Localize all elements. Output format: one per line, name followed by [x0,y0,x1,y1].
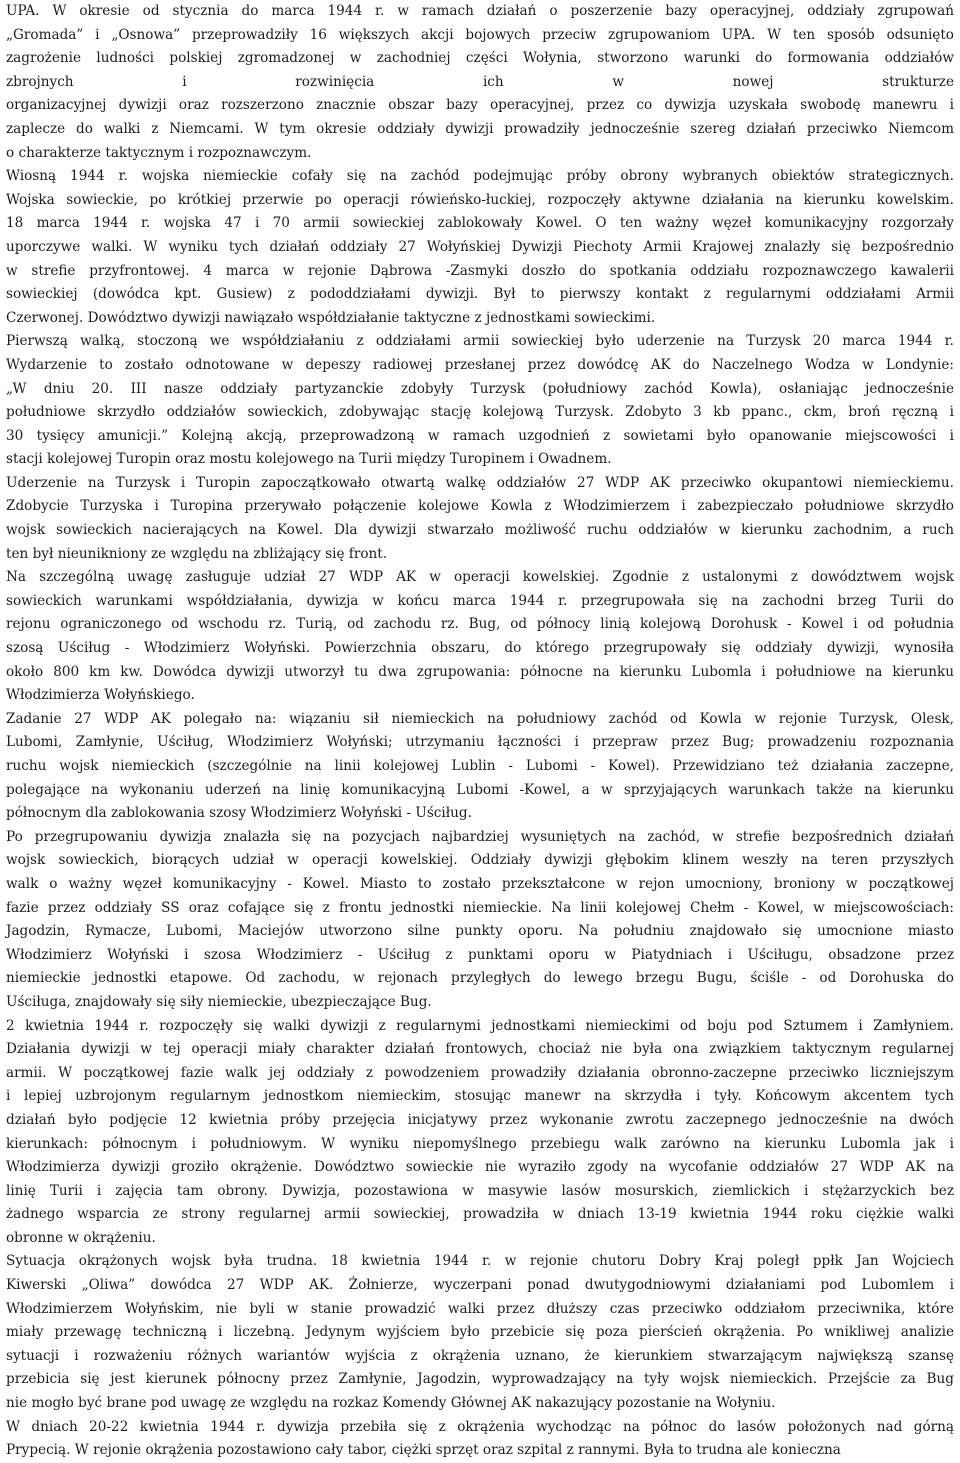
text-line: organizacyjnej dywizji oraz rozszerzono znacznie obszar bazy operacyjnej, przez co dywizja uzyskała swobodę manewru i [6,97,954,114]
text-line: obronne w okrążeniu. [6,1229,156,1246]
text-line: armii. W początkowej fazie walk jej oddziały z powodzeniem prowadziły działania obronno-zaczepne przeciwko liczniejszym [6,1064,954,1081]
text-line: Włodzimierzem Wołyńskim, nie byli w stanie prowadzić walki przez dłuższy czas przeciwko oddziałom przeciwnika, które [6,1300,954,1317]
text-line: linię Turii i zajęcia tam obrony. Dywizja, pozostawiona w masywie lasów mosurskich, ziemlickich i stężarzyckich bez [6,1182,954,1199]
text-line: sowieckiej (dowódca kpt. Gusiew) z pododdziałami dywizji. Był to pierwszy kontakt z regularnymi oddziałami Armii [6,286,954,303]
text-line: o charakterze taktycznym i rozpoznawczym. [6,144,312,161]
text-line: 2 kwietnia 1944 r. rozpoczęły się walki dywizji z regularnymi jednostkami niemieckimi od boju pod Sztumem i Zamłyniem. [6,1017,954,1034]
text-line: fazie przez oddziały SS oraz cofające się z frontu jednostki niemieckie. Na linii kolejowej Chełm - Kowel, w miejscowościach: [6,899,954,916]
text-line: północnym dla zablokowania szosy Włodzimierz Wołyński - Uściług. [6,805,472,822]
paragraph [6,1250,954,1415]
paragraph [6,330,954,472]
text-line: nie mogło być brane pod uwagę ze względu na rozkaz Komendy Głównej AK nakazujący pozostanie na Wołyniu. [6,1395,776,1412]
text-line: Włodzimierza dywizji groziło okrążenie. Dowództwo sowieckie nie wyraziło zgody na wycofanie oddziałów 27 WDP AK na [6,1159,954,1176]
text-line: Pierwszą walką, stoczoną we współdziałaniu z oddziałami armii sowieckiej było uderzenie na Turzysk 20 marca 1944 r. [6,333,954,350]
text-line: Prypecią. W rejonie okrążenia pozostawiono cały tabor, ciężki sprzęt oraz szpital z rannymi. Była to trudna ale konieczna [6,1442,841,1459]
text-line: Po przegrupowaniu dywizja znalazła się na pozycjach najbardziej wysuniętych na zachód, w strefie bezpośrednich działań [6,828,954,845]
text-line: niemieckie jednostki etapowe. Od zachodu, w rejonach przyległych do lewego brzegu Bugu, ściśle - od Dorohuska do [6,970,954,987]
text-line: Czerwonej. Dowództwo dywizji nawiązało współdziałanie taktyczne z jednostkami sowieckimi. [6,309,656,326]
text-line: żadnego wsparcia ze strony regularnej armii sowieckiej, prowadziła w dniach 13-19 kwietnia 1944 roku ciężkie walki [6,1206,954,1223]
paragraph [6,708,954,826]
paragraph [6,826,954,1015]
text-line: walk o ważny węzeł komunikacyjny - Kowel. Miasto to zostało przekształcone w rejon umocniony, broniony w początkowej [6,875,954,892]
text-line: i lepiej uzbrojonym regularnym jednostkom niemieckim, stosując manewr na skrzydła i tyły. Końcowym akcentem tych [6,1088,954,1105]
paragraph [6,1015,954,1251]
text-line: uporczywe walki. W wyniku tych działań oddziały 27 Wołyńskiej Dywizji Piechoty Armii Krajowej znalazły się bezpośrednio [6,238,954,255]
text-line: rejonu ograniczonego od wschodu rz. Turią, od zachodu rz. Bug, od północy linią kolejową Dorohusk - Kowel i od południa [6,616,954,633]
paragraph [6,165,954,330]
text-line: Kiwerski „Oliwa” dowódca 27 WDP AK. Żołnierze, wyczerpani ponad dwutygodniowymi działaniami pod Lubomlem i [6,1277,954,1294]
text-line: 18 marca 1944 r. wojska 47 i 70 armii sowieckiej zablokowały Kowel. O ten ważny węzeł komunikacyjny rozgorzały [6,215,954,232]
text-line: Zadanie 27 WDP AK polegało na: wiązaniu sił niemieckich na południowy zachód od Kowla w rejonie Turzysk, Olesk, [6,710,954,727]
text-line: UPA. W okresie od stycznia do marca 1944 r. w ramach działań o poszerzenie bazy operacyjnej, oddziały zgrupowań [6,3,954,19]
text-line: około 800 km kw. Dowódca dywizji utworzył tu dwa zgrupowania: północne na kierunku Lubomla i południowe na kierunku [6,663,954,680]
text-line: ten był nieunikniony ze względu na zbliżający się front. [6,545,388,562]
text-line: W dniach 20-22 kwietnia 1944 r. dywizja przebiła się z okrążenia wychodząc na północ do lasów położonych nad górną [6,1418,954,1435]
text-line: przebicia się jest kierunek północny przez Zamłynie, Jagodzin, wyprowadzający na tyły wojsk niemieckich. Przejście za Bug [6,1371,954,1388]
text-line: sowieckich warunkami współdziałania, dywizja w końcu marca 1944 r. przegrupowała się na zachodni brzeg Turii do [6,592,954,609]
text-line: Wydarzenie to zostało odnotowane w depeszy radiowej przesłanej przez dowódcę AK do Naczelnego Wodza w Londynie: [6,356,954,373]
text-line: „W dniu 20. III nasze oddziały partyzanckie zdobyły Turzysk (południowy zachód Kowla), osłaniając jednocześnie [6,380,954,397]
text-line: południowe skrzydło oddziałów sowieckich, zdobywając stację kolejową Turzysk. Zdobyto 3 kb ppanc., ckm, broń ręczną i [6,404,954,421]
text-line: Lubomi, Zamłynie, Uściług, Włodzimierz Wołyński; utrzymaniu łączności i przepraw przez Bug; prowadzeniu rozpoznania [6,734,954,751]
text-line: Włodzimierza Wołyńskiego. [6,687,195,704]
text-line: „Gromada” i „Osnowa” przeprowadziły 16 większych akcji bojowych przeciw zgrupowaniom UPA. W ten sposób odsunięto [6,26,954,43]
text-line: Zdobycie Turzyska i Turopina przerywało połączenie kolejowe Kowla z Włodzimierzem i zabezpieczało południowe skrzydło [6,498,954,515]
paragraph [6,1416,954,1463]
text-line: polegające na wykonaniu uderzeń na linię komunikacyjną Lubomi -Kowel, a w sprzyjających warunkach także na kierunku [6,781,954,798]
text-line: Wojska sowieckie, po krótkiej przerwie po operacji rówieńsko-łuckiej, rozpoczęły aktywne działania na kierunku kowelskim. [6,191,954,208]
text-line: Uściługa, znajdowały się siły niemieckie, ubezpieczające Bug. [6,993,432,1010]
text-line: Uderzenie na Turzysk i Turopin zapoczątkowało otwartą walkę oddziałów 27 WDP AK przeciwko okupantowi niemieckiemu. [6,474,954,491]
text-line: działań było podjęcie 12 kwietnia próby przejęcia inicjatywy przez wykonanie zwrotu zaczepnego jednocześnie na dwóch [6,1111,954,1128]
text-line: zaplecze do walki z Niemcami. W tym okresie oddziały dywizji prowadziły jednocześnie szereg działań przeciwko Niemcom [6,120,954,137]
text-line: w strefie przyfrontowej. 4 marca w rejonie Dąbrowa -Zasmyki doszło do spotkania oddziału rozpoznawczego kawalerii [6,262,954,279]
text-line: sytuacji i rozważeniu różnych wariantów wyjścia z okrążenia uznano, że kierunkiem stwarzającym największą szansę [6,1347,954,1364]
text-line: Sytuacja okrążonych wojsk była trudna. 18 kwietnia 1944 r. w rejonie chutoru Dobry Kraj poległ ppłk Jan Wojciech [6,1253,954,1270]
paragraph [6,566,954,708]
text-line: zbrojnych i rozwinięcia ich w nowej strukturze [6,73,954,90]
paragraph [6,0,954,165]
text-line: Działania dywizji w tej operacji miały charakter działań frontowych, chociaż nie była ona związkiem taktycznym regularnej [6,1041,954,1058]
text-line: Wiosną 1944 r. wojska niemieckie cofały się na zachód podejmując próby obrony wybranych obiektów strategicznych. [6,168,954,185]
paragraph [6,472,954,566]
text-line: stacji kolejowej Turopin oraz mostu kolejowego na Turii między Turopinem i Owadnem. [6,451,612,468]
text-line: miały przewagę techniczną i liczebną. Jedynym wyjściem było przebicie się poza pierścień okrążenia. Po wnikliwej analizie [6,1324,954,1341]
text-line: Jagodzin, Rymacze, Lubomi, Maciejów utworzono silne punkty oporu. Na południu znajdowało się umocnione miasto [6,923,954,940]
text-line: Włodzimierz Wołyński i szosa Włodzimierz - Uściług z punktami oporu w Piatydniach i Uściługu, obsadzone przez [6,946,954,963]
text-line: kierunkach: północnym i południowym. W wyniku niepomyślnego przebiegu walk zarówno na kierunku Lubomla jak i [6,1135,954,1152]
text-line: szosą Uściług - Włodzimierz Wołyński. Powierzchnia obszaru, do którego przegrupowały się oddziały dywizji, wynosiła [6,640,954,657]
text-line: wojsk sowieckich nacierających na Kowel. Dla dywizji stwarzało możliwość ruchu oddziałów w kierunku zachodnim, a ruch [6,522,954,539]
text-line: 30 tysięcy amunicji.” Kolejną akcją, przeprowadzoną w ramach uzgodnień z sowietami było opanowanie miejscowości i [6,427,954,444]
text-line: zagrożenie ludności polskiej zgromadzonej w zachodniej części Wołynia, stworzono warunki do formowania oddziałów [6,50,954,67]
text-line: Na szczególną uwagę zasługuje udział 27 WDP AK w operacji kowelskiej. Zgodnie z ustalonymi z dowództwem wojsk [6,569,954,586]
text-line: wojsk sowieckich, biorących udział w operacji kowelskiej. Oddziały dywizji głębokim klinem weszły na teren przyszłych [6,852,954,869]
text-line: ruchu wojsk niemieckich (szczególnie na linii kolejowej Lublin - Lubomi - Kowel). Przewidziano też działania zaczepne, [6,758,954,774]
